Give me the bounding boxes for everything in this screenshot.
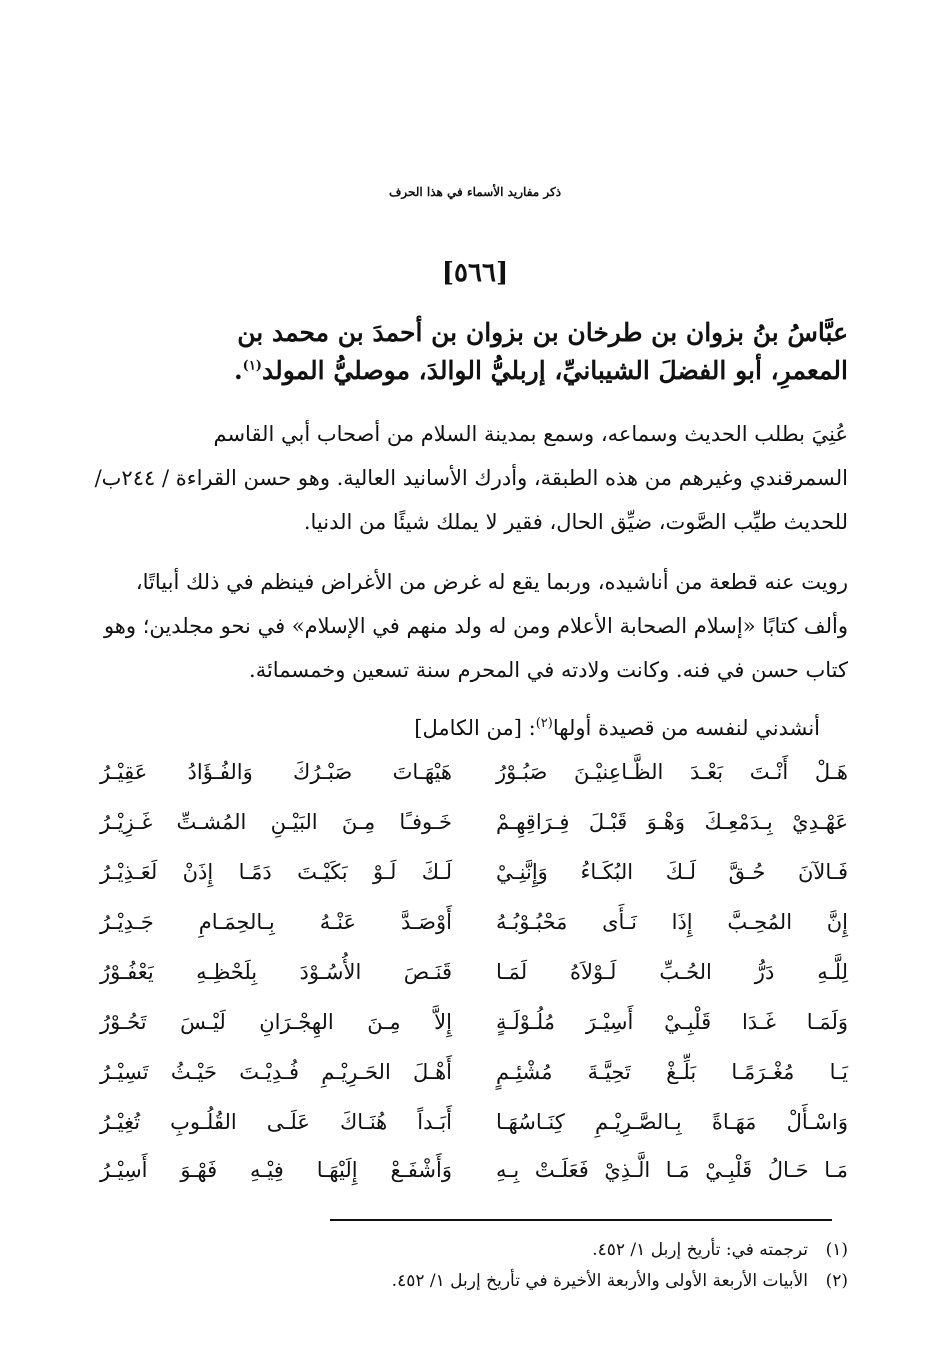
verse-first-hemistich: لِلَّـهِ دَرُّ الحُـبِّ لَـوْلاَهُ لَمَـا xyxy=(496,960,848,984)
verse-second-hemistich: إِلاَّ مِـنَ الهِجْـرَانِ لَيْـسَ تَحُـوْرُ xyxy=(100,1010,452,1034)
verse-first-hemistich: يَـا مُغْـرَمًـا بَلِّـغْ تَحِيَّـةَ مُشْئِـمٍ xyxy=(496,1060,848,1084)
verse-second-hemistich: وَأَشْفَـعْ إِلَيْهَـا فِيْـهِ فَهْـوَ أَسِيْـرُ xyxy=(100,1158,452,1182)
poem-meter: : [من الكامل] xyxy=(414,716,536,740)
verse-second-hemistich: أَوْصَـدَّ عَنْـهُ بِـالحِمَـامِ جَـدِيْـرُ xyxy=(100,910,452,934)
footnote-text: ترجمته في: تأريخ إربل ١/ ٤٥٢. xyxy=(592,1240,808,1260)
footnote-marker: (٢) xyxy=(535,716,553,731)
verse-first-hemistich: مَـا حَـالُ قَلْبِـيْ مَـا الَّـذِيْ فَعَلَـتْ بِـهِ xyxy=(496,1158,848,1182)
verse-first-hemistich: إِنَّ المُحِـبَّ إِذَا نَـأَى مَحْبُـوْبُـهُ xyxy=(496,910,848,934)
verse-second-hemistich: أَبَـداً هُنَـاكَ عَلَـى القُلُـوبِ تُغِيْـرُ xyxy=(100,1110,452,1134)
paragraph-2-line: رويت عنه قطعة من أناشيده، وربما يقع له غرض من الأغراض فينظم في ذلك أبياتًا، xyxy=(135,570,848,594)
verse-second-hemistich: أَهْـلَ الحَـرِيْـمِ فُـدِيْـتَ حَيْـثُ تَسِيْـرُ xyxy=(100,1060,452,1084)
verse-second-hemistich: هَيْهَـاتَ صَبْـرُكَ وَالفُـؤَادُ عَقِيْـرُ xyxy=(100,760,452,784)
footnote-text: الأبيات الأربعة الأولى والأربعة الأخيرة في تأريخ إربل ١/ ٤٥٢. xyxy=(391,1271,808,1291)
verse-second-hemistich: لَـكَ لَـوْ بَكَيْـتَ دَمًـا إِذَنْ لَعَـذِيْـرُ xyxy=(100,860,452,884)
verse-second-hemistich: قَنَـصَ الأُسُـوْدَ بِلَحْظِـهِ يَعْفُـوْرُ xyxy=(100,960,452,984)
paragraph-1-line: للحديث طيِّب الصَّوت، ضيِّق الحال، فقير لا يملك شيئًا من الدنيا. xyxy=(303,510,848,534)
paragraph-1-line: السمرقندي وغيرهم من هذه الطبقة، وأدرك الأسانيد العالية. وهو حسن القراءة / ٢٤٤ب/ xyxy=(94,466,848,490)
verse-second-hemistich: خَـوفـًا مِـنَ البَيْـنِ المُشـتِّ غَـزِيْـرُ xyxy=(100,810,452,834)
entry-heading-line-1: عبَّاسُ بنُ بزوان بن طرخان بن بزوان بن أحمدَ بن محمد بن xyxy=(237,318,848,347)
verse-first-hemistich: فَـالآنَ حُـقَّ لَـكَ البُكَـاءُ وَإِنَّنِـيْ xyxy=(496,860,848,884)
entry-number: [٥٦٦] xyxy=(441,258,509,288)
paragraph-1-line: عُنِيَ بطلب الحديث وسماعه، وسمع بمدينة السلام من أصحاب أبي القاسم xyxy=(213,422,848,446)
entry-heading-line-2: المعمرِ، أبو الفضلَ الشيبانيِّ، إربليُّ الوالدَ، موصليُّ المولد$^{(١)}$. xyxy=(233,356,848,385)
footnote xyxy=(592,1240,848,1260)
section-title: ذكر مفاريد الأسماء في هذا الحرف xyxy=(388,185,562,199)
verse-first-hemistich: وَاسْـأَلْ مَهَـاةً بِـالصَّـرِيْـمِ كِنَـاسُهَـا xyxy=(496,1110,848,1134)
verse-first-hemistich: وَلَمَـا غَـدَا قَلْبِـيْ أَسِيْـرَ مُلُـوْلَـةٍ xyxy=(496,1010,848,1034)
footnote-separator xyxy=(330,1219,832,1221)
footnote xyxy=(392,1271,848,1291)
footnote-number: (١) xyxy=(825,1240,848,1260)
paragraph-2-line: كتاب حسن في فنه. وكانت ولادته في المحرم سنة تسعين وخمسمائة. xyxy=(249,658,848,682)
footnote-marker: (١) xyxy=(242,358,262,374)
paragraph-2-line: وألف كتابًا «إسلام الصحابة الأعلام ومن له ولد منهم في الإسلام» في نحو مجلدين؛ وهو xyxy=(103,614,848,638)
poem-intro xyxy=(414,716,820,740)
poem-intro-text: أنشدني لنفسه من قصيدة أولها xyxy=(552,716,820,740)
verse-first-hemistich: هَـلْ أَنْـتَ بَعْـدَ الظَّـاعِنيْـنَ صَبُـوْرُ xyxy=(496,760,848,784)
footnote-number: (٢) xyxy=(825,1271,848,1291)
entry-heading-text: المعمرِ، أبو الفضلَ الشيبانيِّ، إربليُّ الوالدَ، موصليُّ المولد xyxy=(261,356,848,385)
verse-first-hemistich: عَهْـدِيْ بِـدَمْعِـكَ وَهْـوَ قَبْـلَ فِـرَاقِهِـمْ xyxy=(496,810,848,834)
